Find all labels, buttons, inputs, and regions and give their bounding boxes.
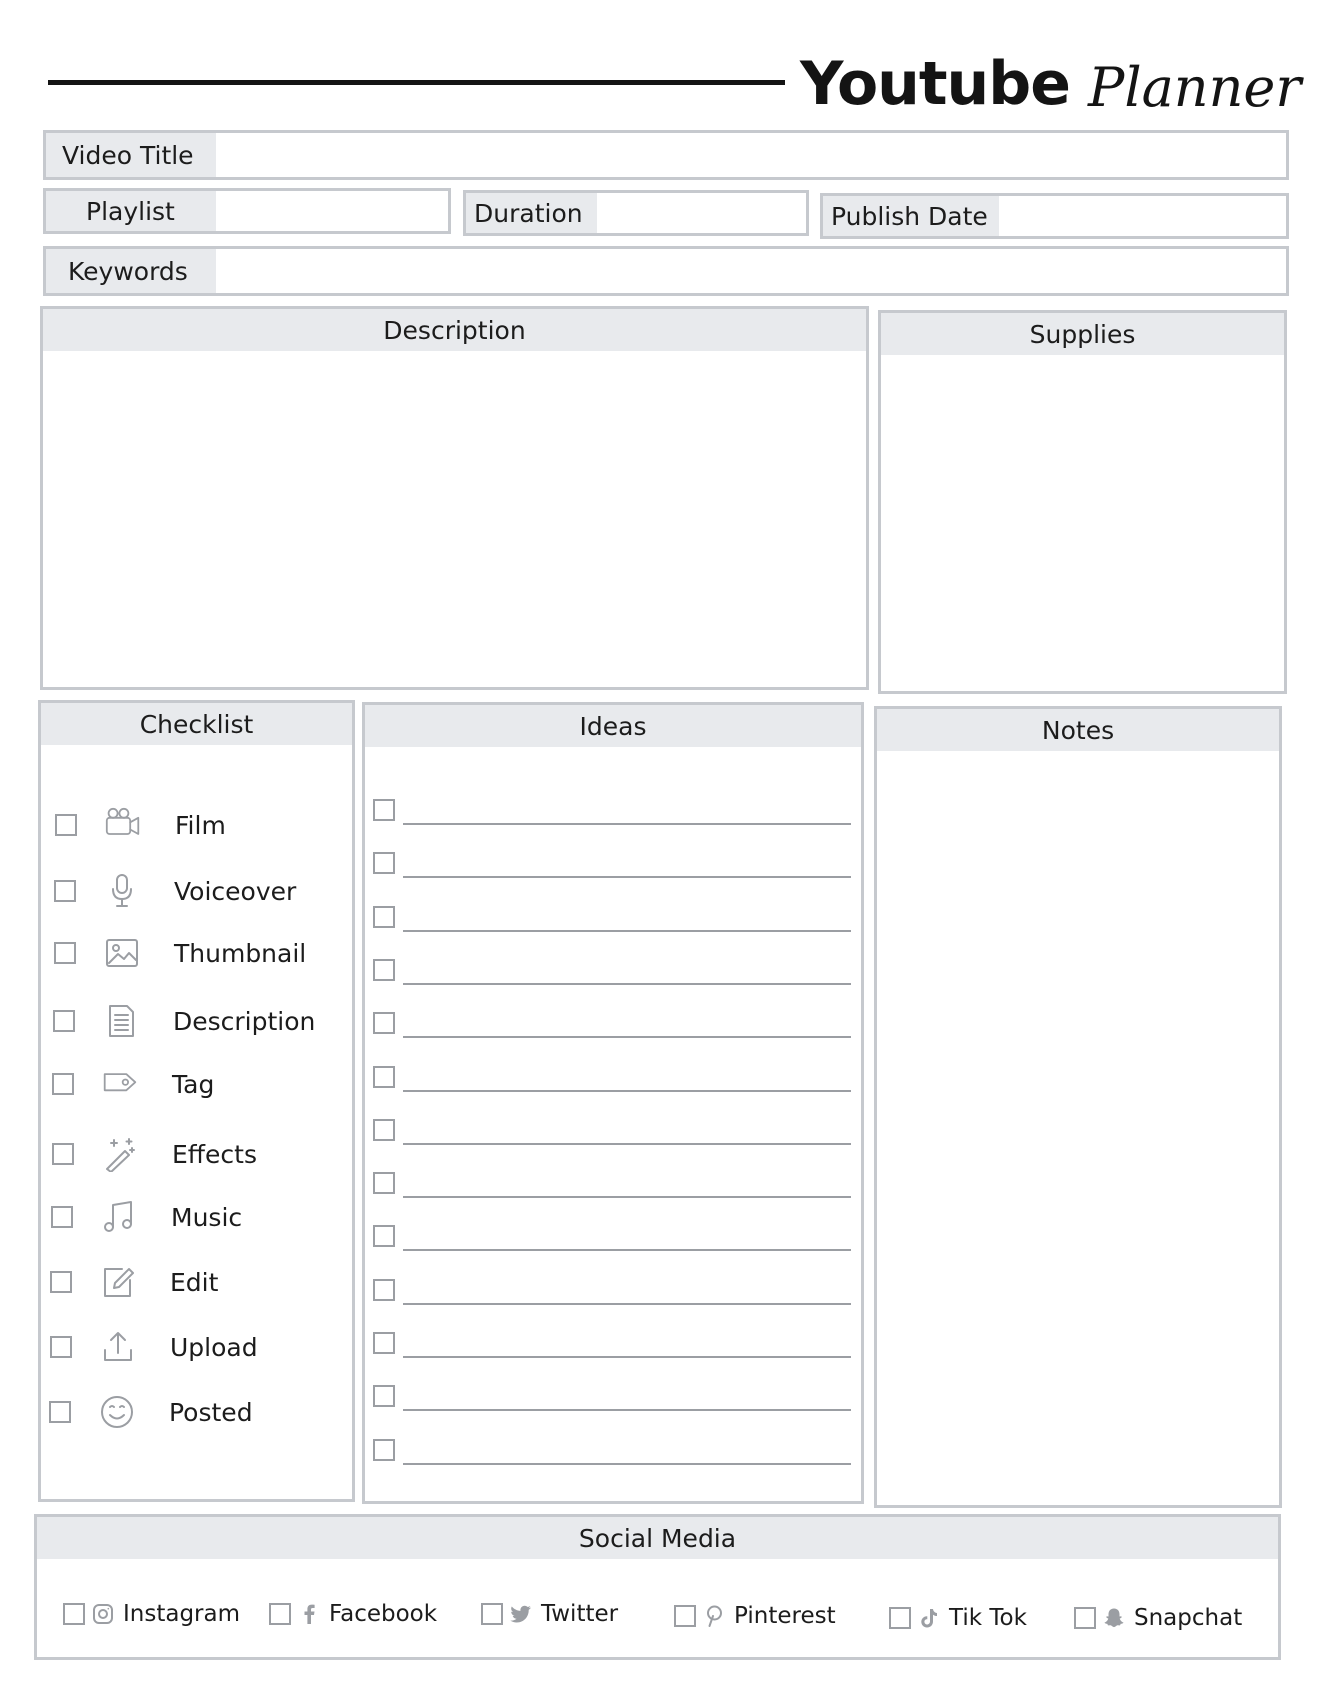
idea-writing-line[interactable] xyxy=(403,1303,851,1305)
keywords-field[interactable] xyxy=(43,246,1289,296)
checklist-heading: Checklist xyxy=(41,703,352,745)
duration-label: Duration xyxy=(466,193,597,233)
snapchat-icon xyxy=(1102,1606,1126,1630)
idea-row xyxy=(365,1330,861,1360)
social-checkbox[interactable] xyxy=(63,1603,85,1625)
magic-wand-icon xyxy=(102,1136,138,1172)
social-item xyxy=(674,1599,836,1633)
twitter-icon xyxy=(509,1602,533,1626)
video-title-label: Video Title xyxy=(46,133,216,177)
tag-icon xyxy=(102,1066,138,1102)
checklist-item xyxy=(41,1199,352,1239)
notes-box[interactable] xyxy=(874,706,1282,1508)
checklist-item xyxy=(41,1066,352,1106)
social-item xyxy=(889,1601,1027,1635)
idea-checkbox[interactable] xyxy=(373,1119,395,1141)
idea-row xyxy=(365,957,861,987)
social-item xyxy=(1074,1601,1242,1635)
idea-row xyxy=(365,1437,861,1467)
edit-icon xyxy=(100,1264,136,1300)
idea-row xyxy=(365,1064,861,1094)
social-label: Snapchat xyxy=(1134,1605,1243,1631)
checklist-item xyxy=(41,1329,352,1369)
idea-writing-line[interactable] xyxy=(403,876,851,878)
ideas-heading: Ideas xyxy=(365,705,861,747)
notes-heading: Notes xyxy=(877,709,1279,751)
idea-checkbox[interactable] xyxy=(373,1439,395,1461)
idea-writing-line[interactable] xyxy=(403,930,851,932)
social-item xyxy=(481,1597,618,1631)
checklist-label: Music xyxy=(171,1203,243,1232)
upload-icon xyxy=(100,1329,136,1365)
checklist-box xyxy=(38,700,355,1502)
description-heading: Description xyxy=(43,309,866,351)
page-title: Youtube xyxy=(800,49,1070,119)
idea-checkbox[interactable] xyxy=(373,959,395,981)
idea-writing-line[interactable] xyxy=(403,1409,851,1411)
social-checkbox[interactable] xyxy=(889,1607,911,1629)
idea-writing-line[interactable] xyxy=(403,1463,851,1465)
social-label: Instagram xyxy=(123,1601,241,1627)
checklist-item xyxy=(41,935,352,975)
checklist-checkbox[interactable] xyxy=(54,880,76,902)
checklist-checkbox[interactable] xyxy=(49,1401,71,1423)
checklist-label: Edit xyxy=(170,1268,219,1297)
social-item xyxy=(269,1597,437,1631)
music-note-icon xyxy=(101,1199,137,1235)
social-checkbox[interactable] xyxy=(1074,1607,1096,1629)
checklist-checkbox[interactable] xyxy=(53,1010,75,1032)
checklist-checkbox[interactable] xyxy=(55,814,77,836)
idea-row xyxy=(365,1277,861,1307)
social-item xyxy=(63,1597,240,1631)
checklist-item xyxy=(41,1003,352,1043)
checklist-label: Description xyxy=(173,1007,316,1036)
checklist-label: Film xyxy=(175,811,226,840)
checklist-label: Tag xyxy=(172,1070,215,1099)
social-checkbox[interactable] xyxy=(481,1603,503,1625)
idea-checkbox[interactable] xyxy=(373,906,395,928)
playlist-field[interactable] xyxy=(43,188,451,234)
idea-writing-line[interactable] xyxy=(403,1090,851,1092)
checklist-label: Posted xyxy=(169,1398,253,1427)
social-checkbox[interactable] xyxy=(269,1603,291,1625)
idea-checkbox[interactable] xyxy=(373,852,395,874)
idea-writing-line[interactable] xyxy=(403,1036,851,1038)
instagram-icon xyxy=(91,1602,115,1626)
checklist-checkbox[interactable] xyxy=(52,1073,74,1095)
social-media-heading: Social Media xyxy=(37,1517,1278,1559)
idea-checkbox[interactable] xyxy=(373,1279,395,1301)
smiley-icon xyxy=(99,1394,135,1430)
header-rule xyxy=(48,80,785,85)
supplies-box[interactable] xyxy=(878,310,1287,694)
social-media-box xyxy=(34,1514,1281,1660)
social-label: Twitter xyxy=(541,1601,619,1627)
idea-writing-line[interactable] xyxy=(403,1196,851,1198)
document-icon xyxy=(103,1003,139,1039)
idea-row xyxy=(365,1383,861,1413)
idea-checkbox[interactable] xyxy=(373,1066,395,1088)
checklist-item xyxy=(41,1264,352,1304)
idea-writing-line[interactable] xyxy=(403,1356,851,1358)
ideas-box xyxy=(362,702,864,1504)
keywords-label: Keywords xyxy=(46,249,216,293)
idea-row xyxy=(365,797,861,827)
idea-checkbox[interactable] xyxy=(373,799,395,821)
checklist-label: Effects xyxy=(172,1140,257,1169)
page-title-script: Planner xyxy=(1088,56,1302,119)
supplies-heading: Supplies xyxy=(881,313,1284,355)
social-label: Pinterest xyxy=(734,1603,836,1629)
social-label: Facebook xyxy=(329,1601,438,1627)
idea-writing-line[interactable] xyxy=(403,1249,851,1251)
idea-row xyxy=(365,850,861,880)
idea-row xyxy=(365,1010,861,1040)
checklist-checkbox[interactable] xyxy=(54,942,76,964)
checklist-checkbox[interactable] xyxy=(50,1336,72,1358)
checklist-item xyxy=(41,873,352,913)
checklist-checkbox[interactable] xyxy=(51,1206,73,1228)
checklist-checkbox[interactable] xyxy=(52,1143,74,1165)
video-title-field[interactable] xyxy=(43,130,1289,180)
idea-row xyxy=(365,1223,861,1253)
video-camera-icon xyxy=(105,807,141,843)
publish-date-field[interactable] xyxy=(820,193,1289,239)
checklist-item xyxy=(41,1394,352,1434)
description-box[interactable] xyxy=(40,306,869,690)
idea-writing-line[interactable] xyxy=(403,1143,851,1145)
idea-checkbox[interactable] xyxy=(373,1012,395,1034)
microphone-icon xyxy=(104,873,140,909)
idea-checkbox[interactable] xyxy=(373,1385,395,1407)
idea-row xyxy=(365,1170,861,1200)
idea-row xyxy=(365,904,861,934)
idea-checkbox[interactable] xyxy=(373,1225,395,1247)
facebook-icon xyxy=(297,1602,321,1626)
idea-writing-line[interactable] xyxy=(403,983,851,985)
social-checkbox[interactable] xyxy=(674,1605,696,1627)
pinterest-icon xyxy=(702,1604,726,1628)
checklist-label: Voiceover xyxy=(174,877,297,906)
idea-checkbox[interactable] xyxy=(373,1332,395,1354)
checklist-item xyxy=(41,1136,352,1176)
publish-date-label: Publish Date xyxy=(823,196,999,236)
checklist-item xyxy=(41,807,352,847)
checklist-checkbox[interactable] xyxy=(50,1271,72,1293)
duration-field[interactable] xyxy=(463,190,809,236)
checklist-label: Upload xyxy=(170,1333,258,1362)
tiktok-icon xyxy=(917,1606,941,1630)
image-icon xyxy=(104,935,140,971)
idea-writing-line[interactable] xyxy=(403,823,851,825)
playlist-label: Playlist xyxy=(46,191,216,231)
checklist-label: Thumbnail xyxy=(174,939,307,968)
social-label: Tik Tok xyxy=(949,1605,1027,1631)
idea-row xyxy=(365,1117,861,1147)
idea-checkbox[interactable] xyxy=(373,1172,395,1194)
